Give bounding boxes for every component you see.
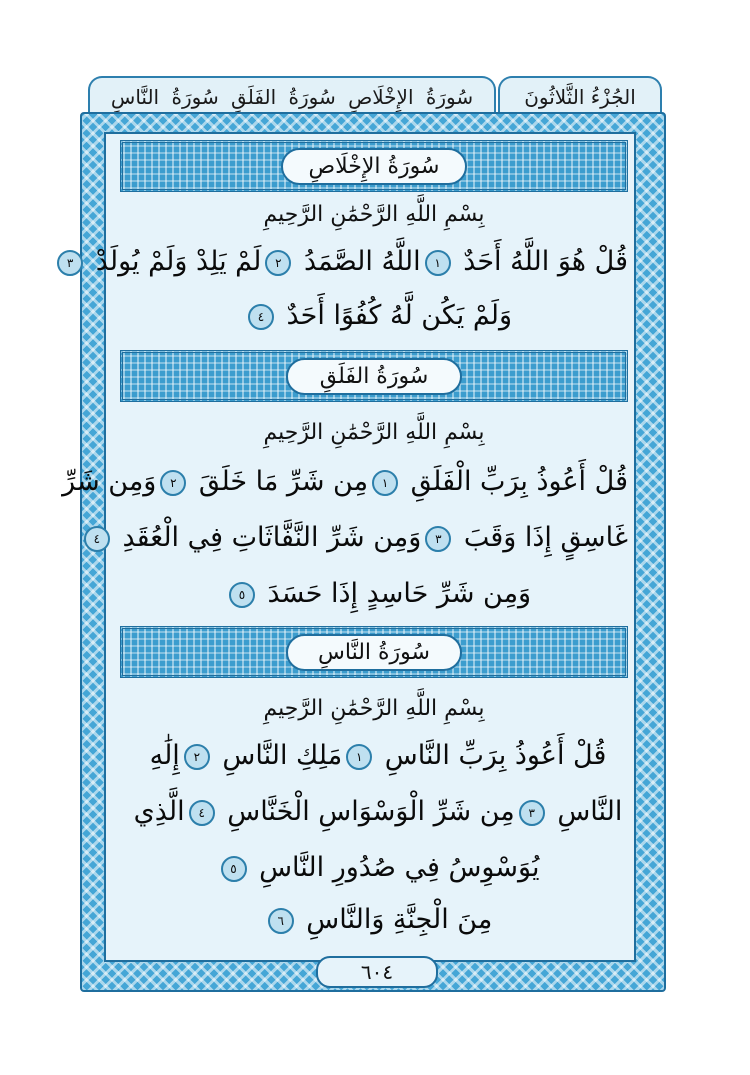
ayah-number-marker: ٢ [160,470,186,496]
ayah-text: قُلْ أَعُوذُ بِرَبِّ الْفَلَقِ [402,466,628,497]
ayah-number-marker: ٦ [268,908,294,934]
ayah-text: مَلِكِ النَّاسِ [213,740,343,771]
ayah-number-marker: ٢ [265,250,291,276]
ayah-number-marker: ٥ [221,856,247,882]
ayah-text: الَّذِي [133,796,185,827]
page-number-badge [316,956,438,988]
ayah-line [93,522,628,553]
bismillah: بِسْمِ اللَّهِ الرَّحْمَٰنِ الرَّحِيمِ [263,420,485,445]
ayah-text: وَمِن شَرِّ حَاسِدٍ إِذَا حَسَدَ [258,578,532,609]
ayah-line [128,852,628,883]
ayah-number-marker: ٥ [229,582,255,608]
ayah-text: مِن شَرِّ مَا خَلَقَ [190,466,369,497]
ayah-text: قُلْ أَعُوذُ بِرَبِّ النَّاسِ [376,740,607,771]
ayah-number-marker: ٤ [248,304,274,330]
ayah-number-marker: ٤ [84,526,110,552]
surah-names-label: سُورَةُ الإِخْلَاصِ سُورَةُ الفَلَقِ سُورَةُ النَّاسِ [110,85,474,109]
ayah-line [128,904,628,935]
ayah-text: اللَّهُ الصَّمَدُ [295,246,421,277]
ayah-line [128,578,628,609]
surah-title: سُورَةُ الإِخْلَاصِ [281,148,468,185]
ayah-number-marker: ٤ [189,800,215,826]
bismillah: بِسْمِ اللَّهِ الرَّحْمَٰنِ الرَّحِيمِ [263,202,485,227]
page-number: ٦٠٤ [360,960,394,984]
ayah-text: مِنَ الْجِنَّةِ وَالنَّاسِ [297,904,493,935]
juz-header-tab [498,76,662,116]
ayah-number-marker: ٣ [425,526,451,552]
ayah-line [66,246,628,277]
ayah-line [128,796,628,827]
surah-banner-nas [120,626,628,678]
ayah-number-marker: ٢ [184,744,210,770]
ayah-text: إِلَٰهِ [149,740,180,771]
ayah-text: مِن شَرِّ الْوَسْوَاسِ الْخَنَّاسِ [218,796,515,827]
ayah-text: غَاسِقٍ إِذَا وَقَبَ [455,522,628,553]
ayah-number-marker: ٣ [519,800,545,826]
surah-names-header-tab [88,76,496,116]
ayah-line [128,740,628,771]
surah-banner-falaq [120,350,628,402]
surah-title: سُورَةُ الفَلَقِ [286,358,462,395]
ayah-number-marker: ١ [425,250,451,276]
ayah-line [62,466,628,497]
ayah-text: لَمْ يَلِدْ وَلَمْ يُولَدْ [87,246,262,277]
ayah-number-marker: ١ [372,470,398,496]
bismillah: بِسْمِ اللَّهِ الرَّحْمَٰنِ الرَّحِيمِ [263,696,485,721]
ayah-number-marker: ١ [346,744,372,770]
surah-banner-ikhlas [120,140,628,192]
ayah-text: وَمِن شَرِّ [62,466,157,497]
juz-label: الجُزْءُ الثَّلاثُونَ [524,85,636,109]
ayah-text: يُوَسْوِسُ فِي صُدُورِ النَّاسِ [250,852,540,883]
ayah-line [128,300,628,331]
surah-title: سُورَةُ النَّاسِ [286,634,462,671]
ayah-text: النَّاسِ [548,796,623,827]
ayah-number-marker: ٣ [57,250,83,276]
ayah-text: وَلَمْ يَكُن لَّهُ كُفُوًا أَحَدٌ [277,300,513,331]
ayah-text: وَمِن شَرِّ النَّفَّاثَاتِ فِي الْعُقَدِ [113,522,422,553]
ayah-text: قُلْ هُوَ اللَّهُ أَحَدٌ [454,246,628,277]
